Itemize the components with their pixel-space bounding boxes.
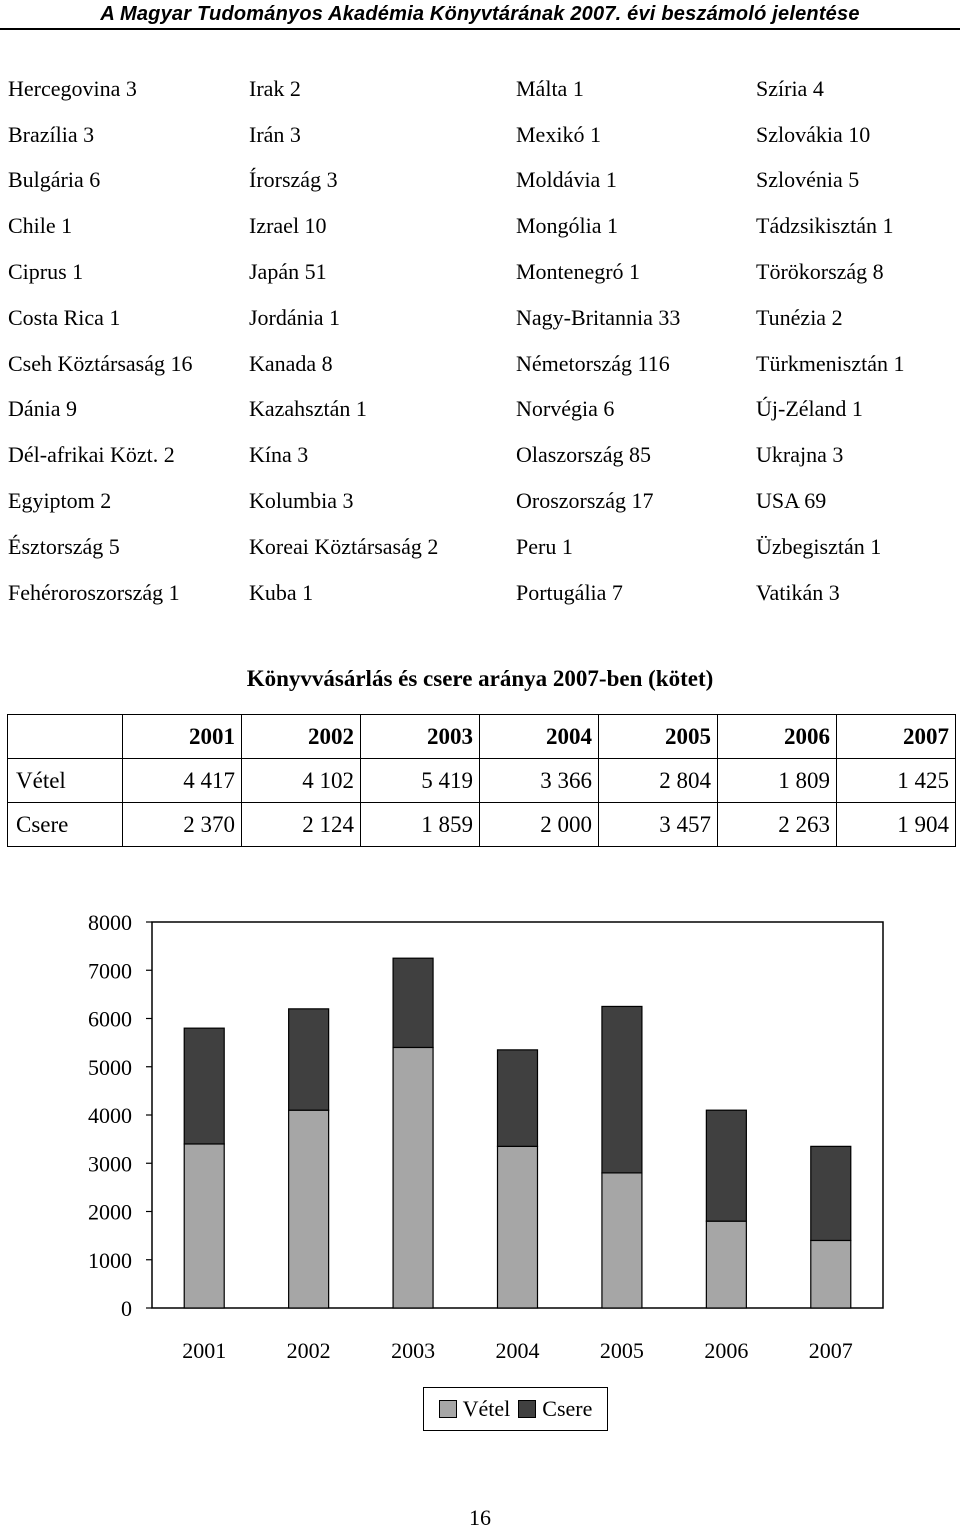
country-entry: Irán 3 [249, 121, 301, 147]
country-entry: Mexikó 1 [516, 121, 601, 147]
country-entry: Mongólia 1 [516, 213, 619, 239]
country-entry: Ciprus 1 [8, 259, 84, 285]
country-row [8, 158, 958, 204]
country-row [8, 249, 958, 295]
bar-segment-vtel [184, 1144, 224, 1308]
country-entry: Cseh Köztársaság 16 [8, 350, 193, 376]
bar-segment-vtel [602, 1173, 642, 1308]
table-header-row [8, 715, 956, 759]
country-entry: Montenegró 1 [516, 259, 641, 285]
country-row [8, 341, 958, 387]
table-cell: 2 370 [123, 803, 242, 847]
bar-segment-csere [393, 958, 433, 1047]
country-entry: Észtország 5 [8, 533, 120, 559]
table-row [8, 803, 956, 847]
bar-segment-vtel [706, 1221, 746, 1308]
country-entry: Új-Zéland 1 [756, 396, 863, 422]
x-tick-label: 2004 [495, 1338, 540, 1363]
year-header: 2004 [480, 715, 599, 759]
y-tick-label: 8000 [88, 910, 132, 935]
country-row [8, 524, 958, 570]
country-entry: Egyiptom 2 [8, 488, 112, 514]
bar-segment-csere [811, 1146, 851, 1240]
table-cell: 2 000 [480, 803, 599, 847]
country-entry: Szlovénia 5 [756, 167, 860, 193]
country-entry: Portugália 7 [516, 579, 623, 605]
country-entry: Ukrajna 3 [756, 442, 844, 468]
country-entry: Tádzsikisztán 1 [756, 213, 894, 239]
bar-segment-vtel [289, 1110, 329, 1308]
x-tick-label: 2005 [599, 1338, 644, 1363]
country-row [8, 66, 958, 112]
country-row [8, 570, 958, 616]
row-label: Vétel [8, 759, 123, 803]
country-entry: Olaszország 85 [516, 442, 652, 468]
year-header: 2005 [599, 715, 718, 759]
year-header: 2007 [837, 715, 956, 759]
country-row [8, 295, 958, 341]
x-tick-label: 2007 [808, 1338, 853, 1363]
legend-swatch-vetel [439, 1400, 457, 1418]
country-entry: Németország 116 [516, 350, 670, 376]
country-row [8, 478, 958, 524]
legend-label-vetel: Vétel [462, 1396, 511, 1421]
y-tick-label: 1000 [88, 1247, 132, 1273]
y-tick-label: 4000 [88, 1103, 132, 1128]
country-entry: Szíria 4 [756, 75, 824, 101]
country-row [8, 112, 958, 158]
table-cell: 2 804 [599, 759, 718, 803]
country-row [8, 432, 958, 478]
country-entry: Peru 1 [516, 533, 573, 559]
country-entry: Vatikán 3 [756, 579, 840, 605]
bar-segment-csere [602, 1006, 642, 1172]
table-corner-cell [8, 715, 123, 759]
bar-segment-vtel [498, 1146, 538, 1308]
y-tick-label: 0 [121, 1296, 132, 1321]
table-cell: 4 102 [242, 759, 361, 803]
y-tick-label: 7000 [88, 958, 132, 984]
bar-segment-csere [184, 1028, 224, 1144]
country-entry: USA 69 [756, 488, 827, 514]
country-entry: Tunézia 2 [756, 304, 843, 330]
year-header: 2006 [718, 715, 837, 759]
y-tick-label: 6000 [88, 1006, 132, 1032]
table-cell: 5 419 [361, 759, 480, 803]
acquisition-table [7, 714, 956, 847]
x-tick-label: 2002 [286, 1338, 331, 1363]
row-label: Csere [8, 803, 123, 847]
country-entry: Kína 3 [249, 442, 309, 468]
country-entry: Norvégia 6 [516, 396, 615, 422]
country-entry: Chile 1 [8, 213, 73, 239]
country-entry: Izrael 10 [249, 213, 327, 239]
y-tick-label: 2000 [88, 1199, 132, 1225]
country-entry: Dél-afrikai Közt. 2 [8, 442, 175, 468]
country-entry: Brazília 3 [8, 121, 95, 147]
year-header: 2002 [242, 715, 361, 759]
country-entry: Oroszország 17 [516, 488, 654, 514]
chart-legend [423, 1387, 608, 1431]
x-tick-label: 2001 [182, 1338, 227, 1363]
page-header: A Magyar Tudományos Akadémia Könyvtárának 2007. évi beszámoló jelentése [0, 0, 960, 30]
country-entry: Koreai Köztársaság 2 [249, 533, 439, 559]
country-row [8, 203, 958, 249]
legend-item-vetel [439, 1396, 511, 1422]
y-tick-label: 5000 [88, 1054, 132, 1080]
country-entry: Kazahsztán 1 [249, 396, 367, 422]
legend-swatch-csere [518, 1400, 536, 1418]
country-entry: Írország 3 [249, 167, 338, 193]
bar-segment-vtel [393, 1047, 433, 1308]
table-cell: 3 366 [480, 759, 599, 803]
bar-segment-csere [498, 1050, 538, 1147]
country-row [8, 387, 958, 433]
table-cell: 1 425 [837, 759, 956, 803]
country-entry: Jordánia 1 [249, 304, 341, 330]
table-cell: 4 417 [123, 759, 242, 803]
country-entry: Nagy-Britannia 33 [516, 304, 681, 330]
bar-segment-csere [706, 1110, 746, 1221]
country-list [8, 66, 958, 616]
x-tick-label: 2006 [704, 1338, 749, 1363]
year-header: 2001 [123, 715, 242, 759]
country-entry: Dánia 9 [8, 396, 78, 422]
country-entry: Fehéroroszország 1 [8, 579, 180, 605]
stacked-bar-chart [0, 890, 960, 1380]
table-cell: 2 124 [242, 803, 361, 847]
bar-segment-vtel [811, 1240, 851, 1308]
table-row [8, 759, 956, 803]
country-entry: Japán 51 [249, 259, 327, 285]
bar-segment-csere [289, 1009, 329, 1110]
country-entry: Törökország 8 [756, 259, 884, 285]
table-cell: 1 809 [718, 759, 837, 803]
country-entry: Costa Rica 1 [8, 304, 121, 330]
table-cell: 1 859 [361, 803, 480, 847]
country-entry: Málta 1 [516, 75, 584, 101]
country-entry: Irak 2 [249, 75, 301, 101]
country-entry: Kuba 1 [249, 579, 314, 605]
table-cell: 1 904 [837, 803, 956, 847]
country-entry: Szlovákia 10 [756, 121, 871, 147]
table-title: Könyvvásárlás és csere aránya 2007-ben (kötet) [246, 666, 714, 691]
table-cell: 2 263 [718, 803, 837, 847]
country-entry: Bulgária 6 [8, 167, 101, 193]
country-entry: Türkmenisztán 1 [756, 350, 905, 376]
country-entry: Kanada 8 [249, 350, 333, 376]
legend-item-csere [518, 1396, 592, 1422]
y-tick-label: 3000 [88, 1151, 132, 1177]
country-entry: Üzbegisztán 1 [756, 533, 882, 559]
page-number: 16 [469, 1505, 491, 1530]
country-entry: Hercegovina 3 [8, 75, 137, 101]
legend-label-csere: Csere [542, 1396, 593, 1421]
table-cell: 3 457 [599, 803, 718, 847]
country-entry: Moldávia 1 [516, 167, 617, 193]
country-entry: Kolumbia 3 [249, 488, 354, 514]
year-header: 2003 [361, 715, 480, 759]
x-tick-label: 2003 [391, 1338, 436, 1363]
